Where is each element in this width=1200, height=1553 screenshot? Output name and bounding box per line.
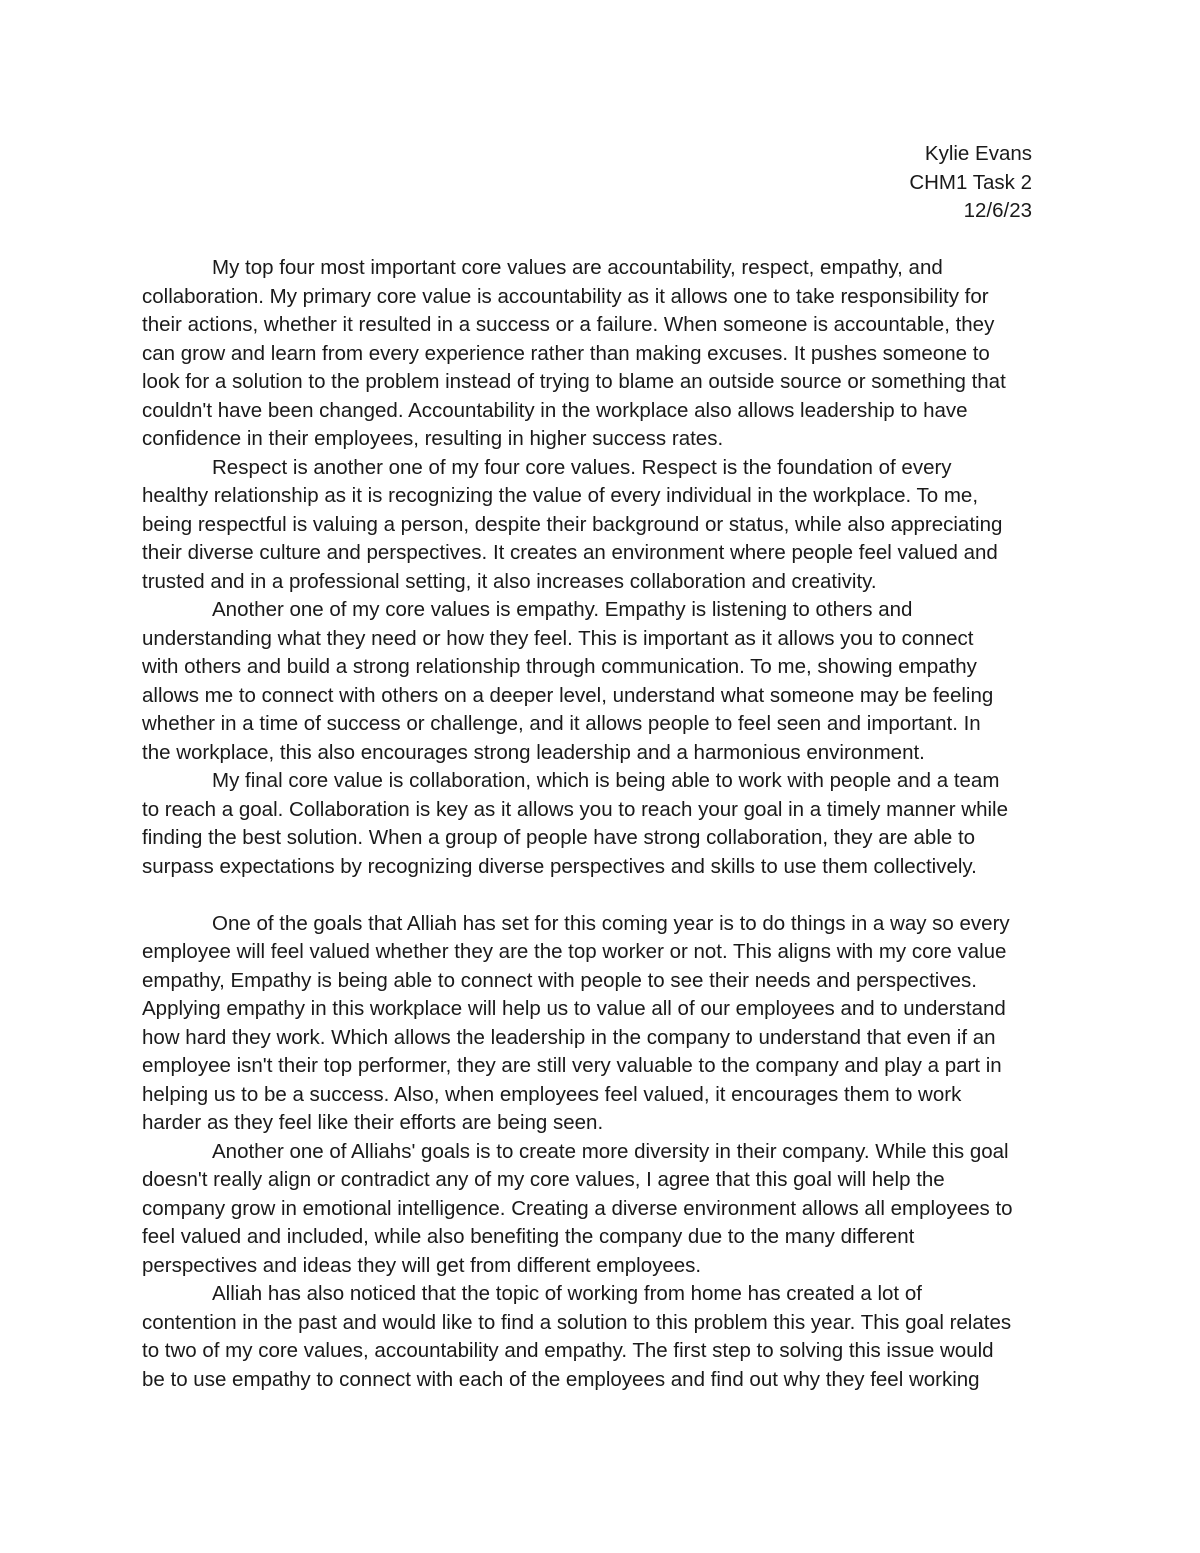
text-line: confidence in their employees, resulting in higher success rates.: [142, 427, 724, 450]
blank-line: [142, 881, 1062, 910]
text-line: to reach a goal. Collaboration is key as it allows you to reach your goal in a timely manner while: [142, 797, 1008, 821]
text-line: collaboration. My primary core value is accountability as it allows one to take responsibility for: [142, 284, 989, 308]
text-line: Respect is another one of my four core values. Respect is the foundation of every: [212, 455, 952, 479]
text-line: helping us to be a success. Also, when employees feel valued, it encourages them to work: [142, 1082, 962, 1106]
text-line: My final core value is collaboration, which is being able to work with people and a team: [212, 769, 1000, 792]
text-line: contention in the past and would like to find a solution to this problem this year. This goal relates: [142, 1310, 1012, 1334]
author-name: Kylie Evans: [924, 142, 1032, 165]
document-body: [142, 254, 1062, 1394]
text-line: couldn't have been changed. Accountability in the workplace also allows leadership to have: [142, 398, 968, 422]
text-line: trusted and in a professional setting, it also increases collaboration and creativity.: [142, 569, 877, 593]
document-header: [909, 140, 1032, 226]
paragraph-goal-valued-employees: [142, 910, 1062, 1138]
paragraph-goal-work-from-home: [142, 1280, 1062, 1394]
text-line: the workplace, this also encourages strong leadership and a harmonious environment.: [142, 740, 925, 764]
text-line: empathy, Empathy is being able to connect with people to see their needs and perspectives.: [142, 968, 977, 992]
paragraph-collaboration: [142, 767, 1062, 881]
text-line: Alliah has also noticed that the topic of working from home has created a lot of: [212, 1282, 922, 1305]
text-line: their actions, whether it resulted in a success or a failure. When someone is accountable, they: [142, 313, 995, 336]
text-line: doesn't really align or contradict any of my core values, I agree that this goal will help the: [142, 1168, 945, 1191]
text-line: understanding what they need or how they feel. This is important as it allows you to connect: [142, 626, 974, 650]
text-line: how hard they work. Which allows the leadership in the company to understand that even if an: [142, 1025, 996, 1049]
text-line: Applying empathy in this workplace will help us to value all of our employees and to understand: [142, 997, 1006, 1020]
text-line: perspectives and ideas they will get from different employees.: [142, 1253, 702, 1277]
text-line: be to use empathy to connect with each of the employees and find out why they feel working: [142, 1367, 980, 1391]
text-line: company grow in emotional intelligence. Creating a diverse environment allows all employees to: [142, 1196, 1013, 1220]
text-line: healthy relationship as it is recognizing the value of every individual in the workplace. To me,: [142, 484, 979, 507]
course-title: CHM1 Task 2: [909, 170, 1032, 194]
text-line: employee isn't their top performer, they are still very valuable to the company and play a part in: [142, 1054, 1002, 1077]
text-line: employee will feel valued whether they are the top worker or not. This aligns with my core value: [142, 940, 1007, 963]
text-line: their diverse culture and perspectives. It creates an environment where people feel valued and: [142, 541, 998, 564]
text-line: to two of my core values, accountability and empathy. The first step to solving this issue would: [142, 1339, 994, 1362]
paragraph-accountability: [142, 254, 1062, 454]
paragraph-respect: [142, 454, 1062, 597]
text-line: One of the goals that Alliah has set for this coming year is to do things in a way so every: [212, 911, 1010, 935]
text-line: finding the best solution. When a group of people have strong collaboration, they are able to: [142, 826, 976, 849]
text-line: can grow and learn from every experience rather than making excuses. It pushes someone to: [142, 341, 990, 365]
text-line: look for a solution to the problem instead of trying to blame an outside source or something that: [142, 370, 1006, 393]
text-line: My top four most important core values are accountability, respect, empathy, and: [212, 256, 943, 279]
text-line: Another one of Alliahs' goals is to create more diversity in their company. While this goal: [212, 1139, 1009, 1163]
text-line: Another one of my core values is empathy. Empathy is listening to others and: [212, 598, 913, 621]
paragraph-empathy: [142, 596, 1062, 767]
text-line: being respectful is valuing a person, despite their background or status, while also appreciating: [142, 512, 1003, 536]
text-line: feel valued and included, while also benefiting the company due to the many different: [142, 1225, 915, 1248]
text-line: allows me to connect with others on a deeper level, understand what someone may be feeling: [142, 683, 994, 707]
document-date: 12/6/23: [963, 199, 1032, 222]
text-line: harder as they feel like their efforts are being seen.: [142, 1111, 604, 1134]
text-line: with others and build a strong relationship through communication. To me, showing empathy: [142, 655, 977, 678]
text-line: surpass expectations by recognizing diverse perspectives and skills to use them collectively.: [142, 854, 977, 878]
text-line: whether in a time of success or challenge, and it allows people to feel seen and important. In: [142, 712, 981, 735]
paragraph-goal-diversity: [142, 1138, 1062, 1281]
